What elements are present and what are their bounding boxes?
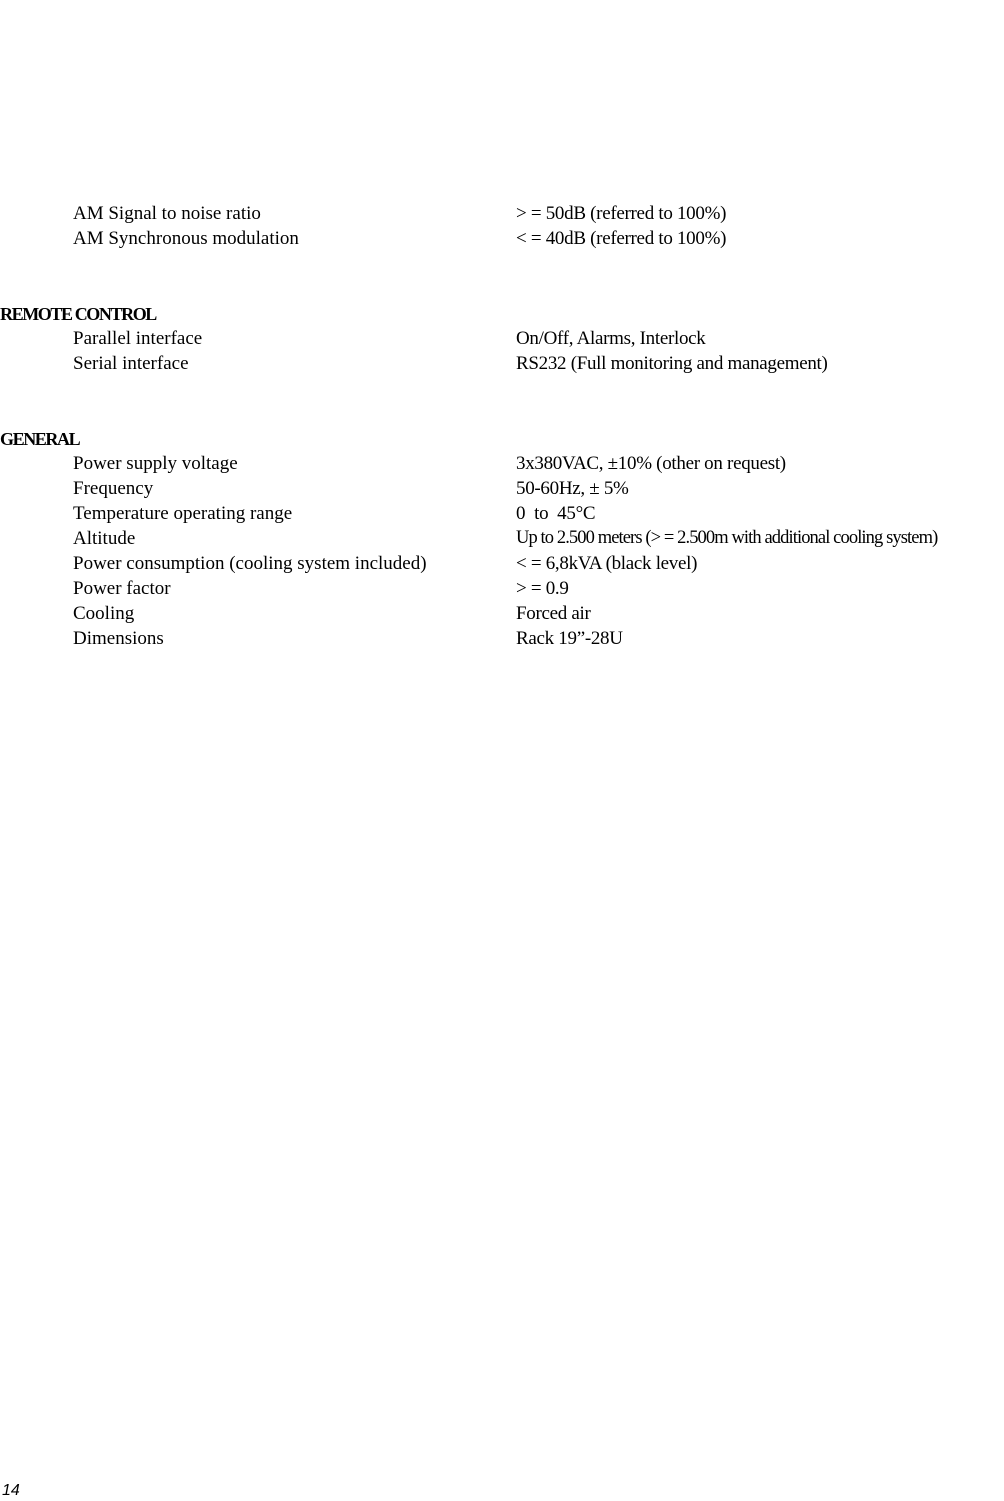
spec-row-parallel-interface [0,326,1004,351]
spec-param: Power factor [73,578,171,599]
spec-row-serial-interface [0,351,1004,376]
spec-param: AM Signal to noise ratio [73,203,261,224]
spec-value: RS232 (Full monitoring and management) [516,353,828,374]
spec-row-am-snr [0,201,1004,226]
spec-row-power-supply [0,451,1004,476]
spec-param: Dimensions [73,628,164,649]
page-number: 14 [2,1482,20,1499]
spec-value: 0 to 45°C [516,503,596,524]
spec-row-frequency [0,476,1004,501]
spec-value: > = 0.9 [516,578,569,599]
spec-row-dimensions [0,626,1004,651]
spec-row-cooling [0,601,1004,626]
spec-param: Serial interface [73,353,189,374]
spec-param: Cooling [73,603,135,624]
spec-value: < = 40dB (referred to 100%) [516,228,727,249]
spec-row-am-sync [0,226,1004,251]
spec-value: 50-60Hz, ± 5% [516,478,629,499]
spec-row-power-consumption [0,551,1004,576]
spec-value: < = 6,8kVA (black level) [516,553,698,574]
section-heading-general: GENERAL [0,429,80,449]
spec-row-altitude [0,526,1004,551]
spec-param: Temperature operating range [73,503,293,524]
section-heading-remote-control: REMOTE CONTROL [0,304,156,324]
spec-param: AM Synchronous modulation [73,228,299,249]
spec-param: Altitude [73,528,136,549]
spec-value: 3x380VAC, ±10% (other on request) [516,453,786,474]
spec-param: Power consumption (cooling system included) [73,553,427,574]
spec-row-power-factor [0,576,1004,601]
spec-value: Up to 2.500 meters (> = 2.500m with additional cooling system) [516,528,938,548]
spec-value: On/Off, Alarms, Interlock [516,328,706,349]
spec-param: Power supply voltage [73,453,238,474]
spec-param: Parallel interface [73,328,203,349]
spec-value: > = 50dB (referred to 100%) [516,203,727,224]
spec-row-temperature [0,501,1004,526]
spec-param: Frequency [73,478,154,499]
spec-value: Forced air [516,603,591,624]
spec-value: Rack 19”-28U [516,628,623,649]
